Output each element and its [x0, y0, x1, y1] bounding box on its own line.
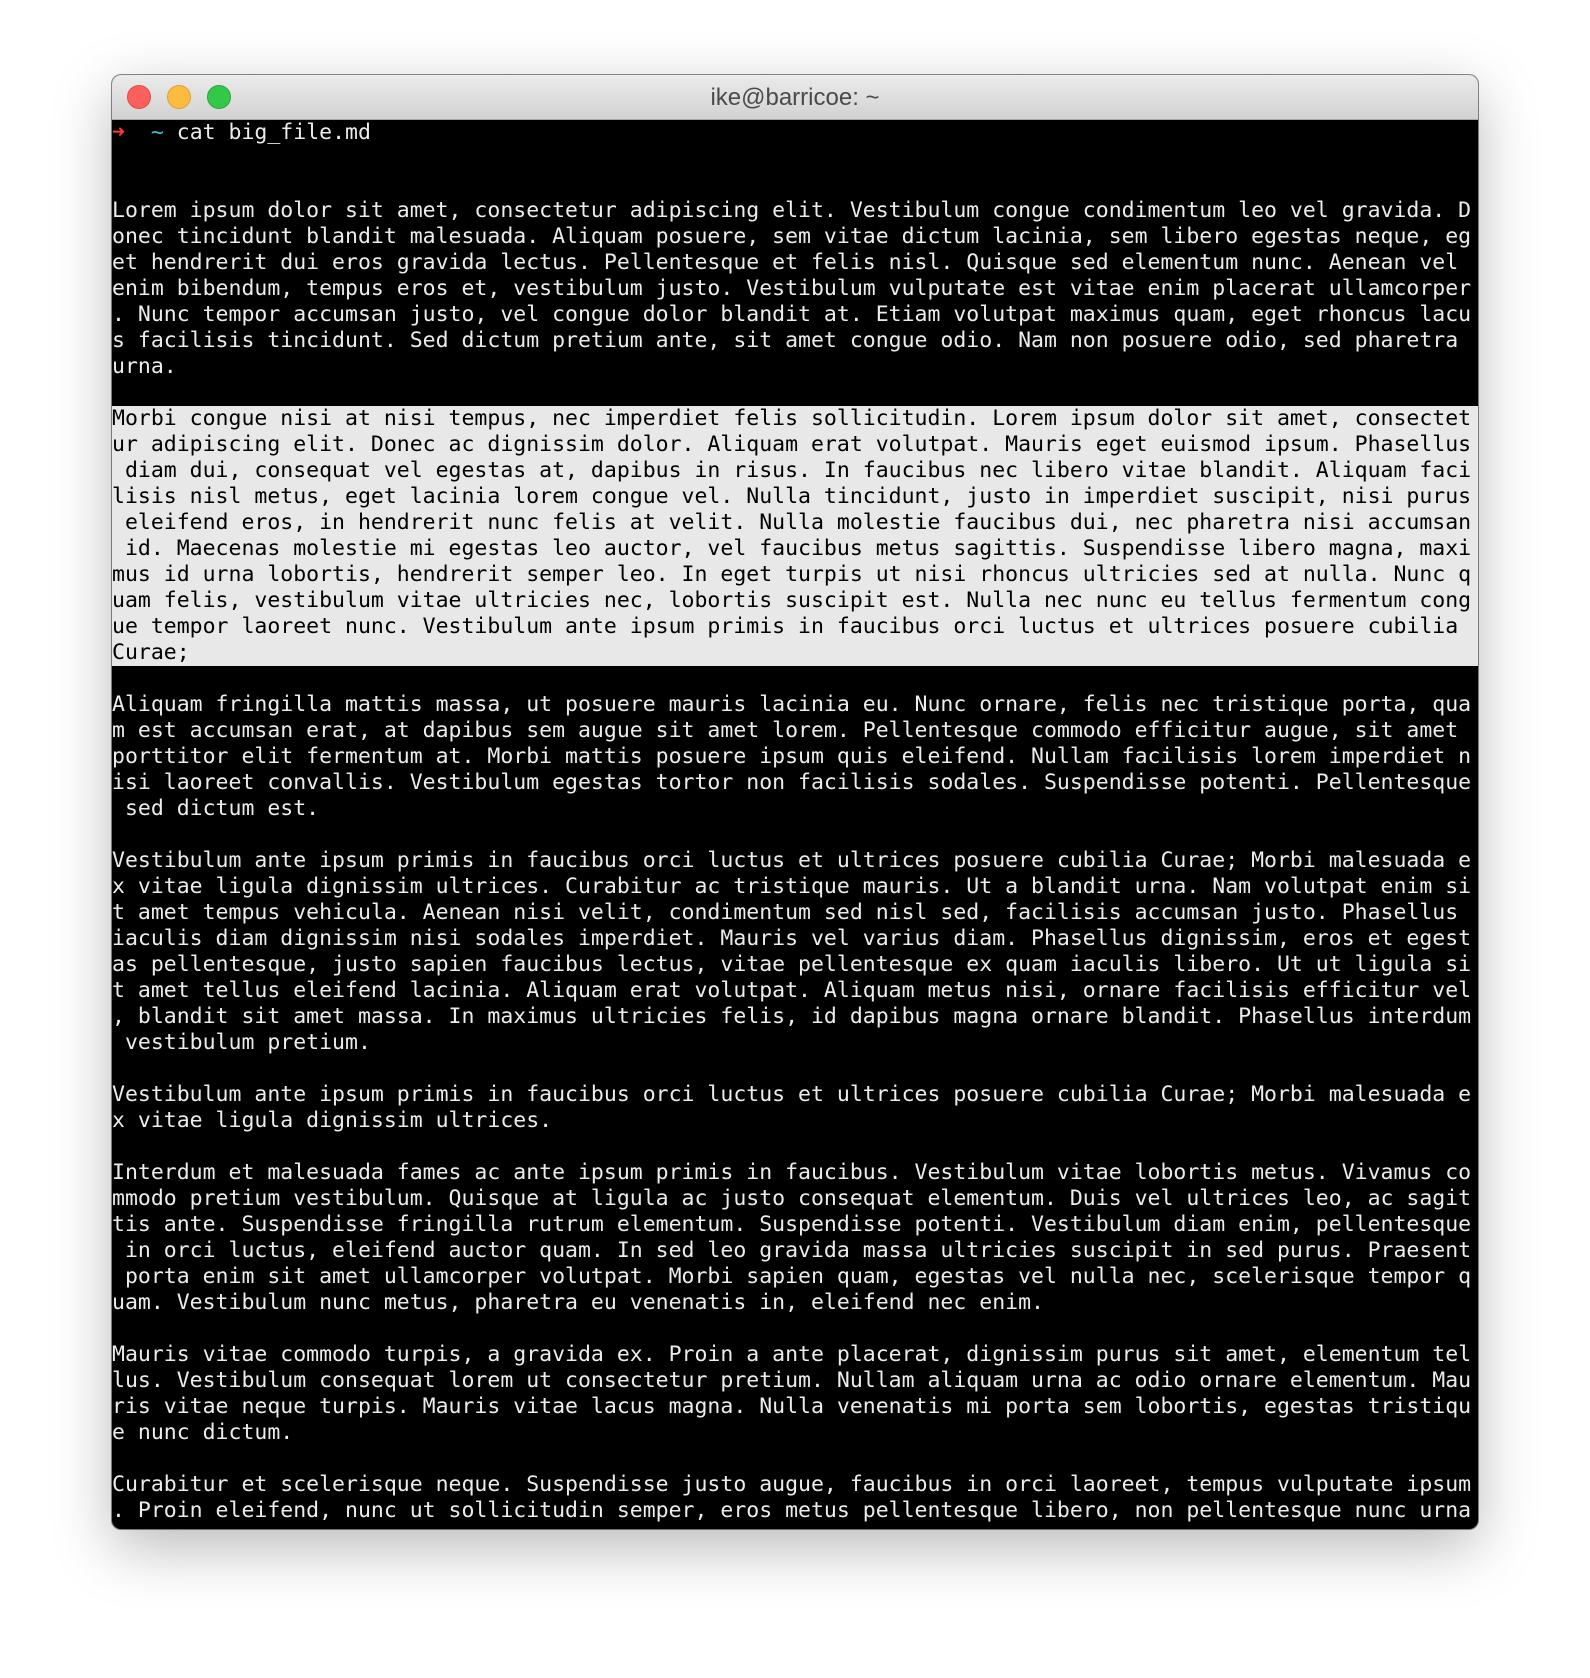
- blank-line: [112, 822, 1478, 848]
- output-line: . Proin eleifend, nunc ut sollicitudin semper, eros metus pellentesque libero, non pellentesque nunc urna: [112, 1498, 1472, 1523]
- output-line: t amet tempus vehicula. Aenean nisi velit, condimentum sed nisl sed, facilisis accumsan justo. Phasellus: [112, 900, 1472, 925]
- blank-line: [112, 172, 1478, 198]
- selected-output-line: Curae;: [112, 640, 1478, 666]
- terminal-window: [112, 75, 1478, 1529]
- output-line: Interdum et malesuada fames ac ante ipsum primis in faucibus. Vestibulum vitae lobortis metus. Vivamus co: [112, 1160, 1472, 1185]
- blank-line: [112, 1056, 1478, 1082]
- selected-output-line: uam felis, vestibulum vitae ultricies nec, lobortis suscipit est. Nulla nec nunc eu tellus fermentum cong: [112, 588, 1478, 614]
- selected-output-line: diam dui, consequat vel egestas at, dapibus in risus. In faucibus nec libero vitae blandit. Aliquam faci: [112, 458, 1478, 484]
- output-line: porttitor elit fermentum at. Morbi mattis posuere ipsum quis eleifend. Nullam facilisis lorem imperdiet n: [112, 744, 1472, 769]
- blank-line: [112, 666, 1478, 692]
- output-line: t amet tellus eleifend lacinia. Aliquam erat volutpat. Aliquam metus nisi, ornare facilisis efficitur vel: [112, 978, 1472, 1003]
- prompt-command: cat big_file.md: [176, 120, 371, 145]
- output-line: enim bibendum, tempus eros et, vestibulum justo. Vestibulum vulputate est vitae enim placerat ullamcorper: [112, 276, 1472, 301]
- selected-output-line: mus id urna lobortis, hendrerit semper leo. In eget turpis ut nisi rhoncus ultricies sed at nulla. Nunc q: [112, 562, 1478, 588]
- blank-line: [112, 380, 1478, 406]
- selected-output-line: id. Maecenas molestie mi egestas leo auctor, vel faucibus metus sagittis. Suspendisse libero magna, maxi: [112, 536, 1478, 562]
- output-line: Lorem ipsum dolor sit amet, consectetur adipiscing elit. Vestibulum congue condimentum leo vel gravida. D: [112, 198, 1472, 223]
- output-line: Mauris vitae commodo turpis, a gravida ex. Proin a ante placerat, dignissim purus sit amet, elementum tel: [112, 1342, 1472, 1367]
- blank-line: [112, 1446, 1478, 1472]
- output-line: lus. Vestibulum consequat lorem ut consectetur pretium. Nullam aliquam urna ac odio ornare elementum. Mau: [112, 1368, 1472, 1393]
- output-line: porta enim sit amet ullamcorper volutpat. Morbi sapien quam, egestas vel nulla nec, scelerisque tempor q: [112, 1264, 1472, 1289]
- output-line: et hendrerit dui eros gravida lectus. Pellentesque et felis nisl. Quisque sed elementum nunc. Aenean vel: [112, 250, 1472, 275]
- blank-line: [112, 1134, 1478, 1160]
- output-line: e nunc dictum.: [112, 1420, 294, 1445]
- output-line: , blandit sit amet massa. In maximus ultricies felis, id dapibus magna ornare blandit. Phasellus interdum: [112, 1004, 1472, 1029]
- output-line: ris vitae neque turpis. Mauris vitae lacus magna. Nulla venenatis mi porta sem lobortis, egestas tristiqu: [112, 1394, 1472, 1419]
- output-line: iaculis diam dignissim nisi sodales imperdiet. Mauris vel varius diam. Phasellus dignissim, eros et egest: [112, 926, 1472, 951]
- selected-output-line: ue tempor laoreet nunc. Vestibulum ante ipsum primis in faucibus orci luctus et ultrices posuere cubilia: [112, 614, 1478, 640]
- output-line: Curabitur et scelerisque neque. Suspendisse justo augue, faucibus in orci laoreet, tempus vulputate ipsum: [112, 1472, 1472, 1497]
- output-line: tis ante. Suspendisse fringilla rutrum elementum. Suspendisse potenti. Vestibulum diam enim, pellentesque: [112, 1212, 1472, 1237]
- output-line: x vitae ligula dignissim ultrices. Curabitur ac tristique mauris. Ut a blandit urna. Nam volutpat enim si: [112, 874, 1472, 899]
- blank-line: [112, 1316, 1478, 1342]
- output-line: sed dictum est.: [112, 796, 320, 821]
- output-line: isi laoreet convallis. Vestibulum egestas tortor non facilisis sodales. Suspendisse potenti. Pellentesque: [112, 770, 1472, 795]
- output-line: onec tincidunt blandit malesuada. Aliquam posuere, sem vitae dictum lacinia, sem libero egestas neque, eg: [112, 224, 1472, 249]
- output-line: in orci luctus, eleifend auctor quam. In sed leo gravida massa ultricies suscipit in sed purus. Praesent: [112, 1238, 1472, 1263]
- title-bar[interactable]: [112, 75, 1478, 120]
- output-line: Vestibulum ante ipsum primis in faucibus orci luctus et ultrices posuere cubilia Curae; Morbi malesuada e: [112, 848, 1472, 873]
- terminal-output[interactable]: [112, 120, 1478, 1524]
- output-line: as pellentesque, justo sapien faucibus lectus, vitae pellentesque ex quam iaculis libero. Ut ut ligula si: [112, 952, 1472, 977]
- prompt-cwd: ~: [150, 120, 164, 145]
- window-title: ike@barricoe: ~: [710, 84, 880, 111]
- output-line: vestibulum pretium.: [112, 1030, 371, 1055]
- output-line: s facilisis tincidunt. Sed dictum pretium ante, sit amet congue odio. Nam non posuere odio, sed pharetra: [112, 328, 1472, 353]
- output-line: uam. Vestibulum nunc metus, pharetra eu venenatis in, eleifend nec enim.: [112, 1290, 1044, 1315]
- output-line: m est accumsan erat, at dapibus sem augue sit amet lorem. Pellentesque commodo efficitur augue, sit amet: [112, 718, 1472, 743]
- selected-output-line: lisis nisl metus, eget lacinia lorem congue vel. Nulla tincidunt, justo in imperdiet suscipit, nisi purus: [112, 484, 1478, 510]
- blank-line: [112, 146, 1478, 172]
- output-line: Aliquam fringilla mattis massa, ut posuere mauris lacinia eu. Nunc ornare, felis nec tristique porta, qua: [112, 692, 1472, 717]
- output-line: x vitae ligula dignissim ultrices.: [112, 1108, 553, 1133]
- selected-output-line: ur adipiscing elit. Donec ac dignissim dolor. Aliquam erat volutpat. Mauris eget euismod ipsum. Phasellus: [112, 432, 1478, 458]
- output-line: . Nunc tempor accumsan justo, vel congue dolor blandit at. Etiam volutpat maximus quam, eget rhoncus lacu: [112, 302, 1472, 327]
- selected-output-line: eleifend eros, in hendrerit nunc felis at velit. Nulla molestie faucibus dui, nec pharetra nisi accumsan: [112, 510, 1478, 536]
- output-line: mmodo pretium vestibulum. Quisque at ligula ac justo consequat elementum. Duis vel ultrices leo, ac sagit: [112, 1186, 1472, 1211]
- output-line: Vestibulum ante ipsum primis in faucibus orci luctus et ultrices posuere cubilia Curae; Morbi malesuada e: [112, 1082, 1472, 1107]
- output-line: urna.: [112, 354, 177, 379]
- prompt-line: [112, 120, 1478, 146]
- selected-output-line: Morbi congue nisi at nisi tempus, nec imperdiet felis sollicitudin. Lorem ipsum dolor sit amet, consectet: [112, 406, 1478, 432]
- prompt-arrow-icon: ➜: [112, 120, 125, 145]
